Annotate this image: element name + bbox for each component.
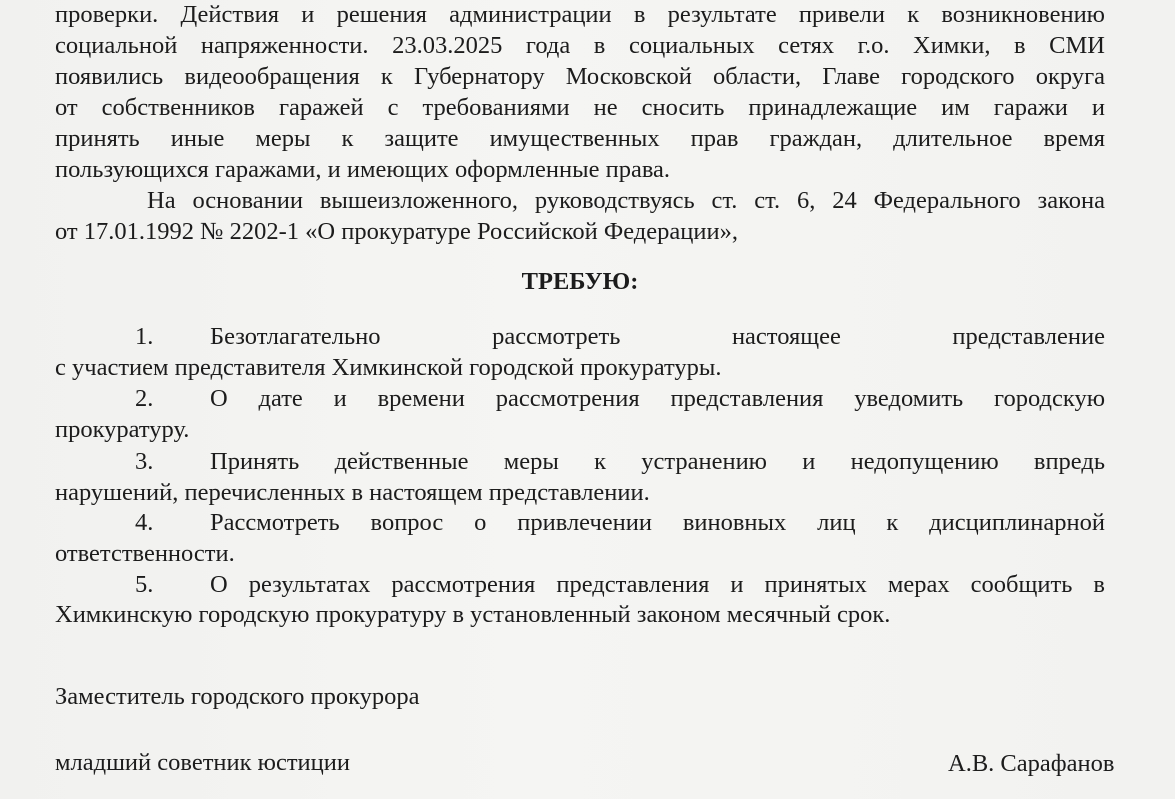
signatory-position: Заместитель городского прокурора: [55, 683, 420, 710]
demand-text: О дате и времени рассмотрения представления уведомить городскую: [210, 385, 1105, 412]
demand-text: Принять действенные меры к устранению и недопущению впредь: [210, 448, 1105, 475]
demand-item: [135, 384, 1105, 414]
demand-continuation: Химкинскую городскую прокуратуру в установленный законом месячный срок.: [55, 601, 891, 628]
demand-item: [135, 570, 1105, 600]
demand-continuation: нарушений, перечисленных в настоящем представлении.: [55, 479, 650, 506]
demand-continuation: прокуратуру.: [55, 416, 190, 443]
demand-continuation: с участием представителя Химкинской городской прокуратуры.: [55, 354, 722, 381]
paragraph-line: от 17.01.1992 № 2202-1 «О прокуратуре Российской Федерации»,: [55, 218, 738, 245]
paragraph-line: принять иные меры к защите имущественных прав граждан, длительное время: [55, 125, 1105, 152]
paragraph-line: социальной напряженности. 23.03.2025 года в социальных сетях г.о. Химки, в СМИ: [55, 32, 1105, 59]
demand-text: Рассмотреть вопрос о привлечении виновных лиц к дисциплинарной: [210, 509, 1105, 536]
demand-item: [135, 508, 1105, 538]
demand-number: 2.: [135, 385, 154, 412]
paragraph-line: появились видеообращения к Губернатору Московской области, Главе городского округа: [55, 63, 1105, 90]
paragraph-line: проверки. Действия и решения администрации в результате привели к возникновению: [55, 1, 1105, 28]
demand-number: 1.: [135, 323, 154, 350]
demand-text: О результатах рассмотрения представления и принятых мерах сообщить в: [210, 571, 1105, 598]
demand-item: [135, 447, 1105, 477]
demands-heading: ТРЕБУЮ:: [521, 268, 639, 295]
demand-number: 4.: [135, 509, 154, 536]
demand-item: [135, 322, 1105, 352]
paragraph-line: от собственников гаражей с требованиями не сносить принадлежащие им гаражи и: [55, 94, 1105, 121]
demand-number: 3.: [135, 448, 154, 475]
demand-text: Безотлагательно рассмотреть настоящее представление: [210, 323, 1105, 350]
signatory-rank: младший советник юстиции: [55, 749, 350, 776]
demand-number: 5.: [135, 571, 154, 598]
paragraph-line: пользующихся гаражами, и имеющих оформленные права.: [55, 156, 671, 183]
demand-continuation: ответственности.: [55, 540, 235, 567]
paragraph-line: На основании вышеизложенного, руководствуясь ст. ст. 6, 24 Федерального закона: [147, 187, 1105, 214]
signatory-name: А.В. Сарафанов: [948, 750, 1115, 777]
